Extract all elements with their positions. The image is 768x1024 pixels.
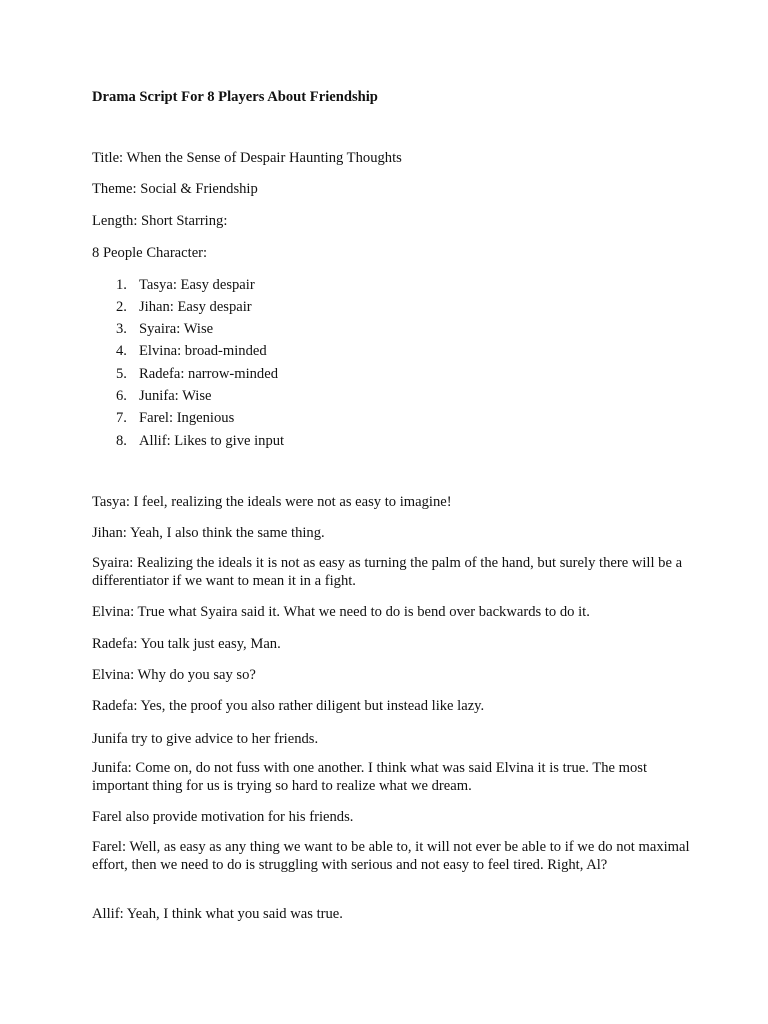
list-number: 4.	[116, 343, 127, 359]
list-number: 5.	[116, 366, 127, 382]
document-heading: Drama Script For 8 Players About Friendship	[92, 89, 378, 105]
dialogue-line: Tasya: I feel, realizing the ideals were not as easy to imagine!	[92, 494, 452, 510]
list-item	[116, 320, 214, 338]
list-item	[116, 432, 285, 450]
list-text: Junifa: Wise	[139, 388, 212, 404]
list-text: Elvina: broad-minded	[139, 343, 267, 359]
dialogue-line: Radefa: Yes, the proof you also rather diligent but instead like lazy.	[92, 698, 485, 714]
list-item	[116, 276, 255, 294]
stage-direction: Farel also provide motivation for his friends.	[92, 809, 354, 825]
list-number: 2.	[116, 299, 127, 315]
list-number: 6.	[116, 388, 127, 404]
list-number: 8.	[116, 433, 127, 449]
dialogue-line: Elvina: True what Syaira said it. What we need to do is bend over backwards to do it.	[92, 604, 590, 620]
dialogue-line: Elvina: Why do you say so?	[92, 667, 256, 683]
stage-direction: Junifa try to give advice to her friends.	[92, 731, 319, 747]
dialogue-line: Farel: Well, as easy as any thing we want to be able to, it will not ever be able to if we do not maximal effort, then we need to do is struggling with serious and not easy to feel tired. Right, Al?	[92, 839, 690, 873]
list-text: Radefa: narrow-minded	[139, 366, 278, 382]
list-item	[116, 298, 252, 316]
list-item	[116, 387, 212, 405]
list-text: Syaira: Wise	[139, 321, 214, 337]
list-text: Farel: Ingenious	[139, 410, 235, 426]
list-text: Allif: Likes to give input	[139, 433, 285, 449]
dialogue-line: Syaira: Realizing the ideals it is not as easy as turning the palm of the hand, but surely there will be a differentiator if we want to mean it in a fight.	[92, 555, 683, 589]
theme-line: Theme: Social & Friendship	[92, 181, 258, 197]
length-line: Length: Short Starring:	[92, 213, 228, 229]
list-number: 7.	[116, 410, 127, 426]
list-number: 3.	[116, 321, 127, 337]
dialogue-line: Junifa: Come on, do not fuss with one another. I think what was said Elvina it is true. The most important thing for us is trying so hard to realize what we dream.	[92, 760, 648, 794]
list-text: Jihan: Easy despair	[139, 299, 252, 315]
list-text: Tasya: Easy despair	[139, 277, 255, 293]
list-number: 1.	[116, 277, 127, 293]
title-line: Title: When the Sense of Despair Haunting Thoughts	[92, 150, 402, 166]
dialogue-line: Radefa: You talk just easy, Man.	[92, 636, 281, 652]
list-item	[116, 342, 267, 360]
dialogue-line: Jihan: Yeah, I also think the same thing.	[92, 525, 325, 541]
characters-intro: 8 People Character:	[92, 245, 208, 261]
dialogue-line: Allif: Yeah, I think what you said was true.	[92, 906, 343, 922]
list-item	[116, 409, 235, 427]
list-item	[116, 365, 278, 383]
